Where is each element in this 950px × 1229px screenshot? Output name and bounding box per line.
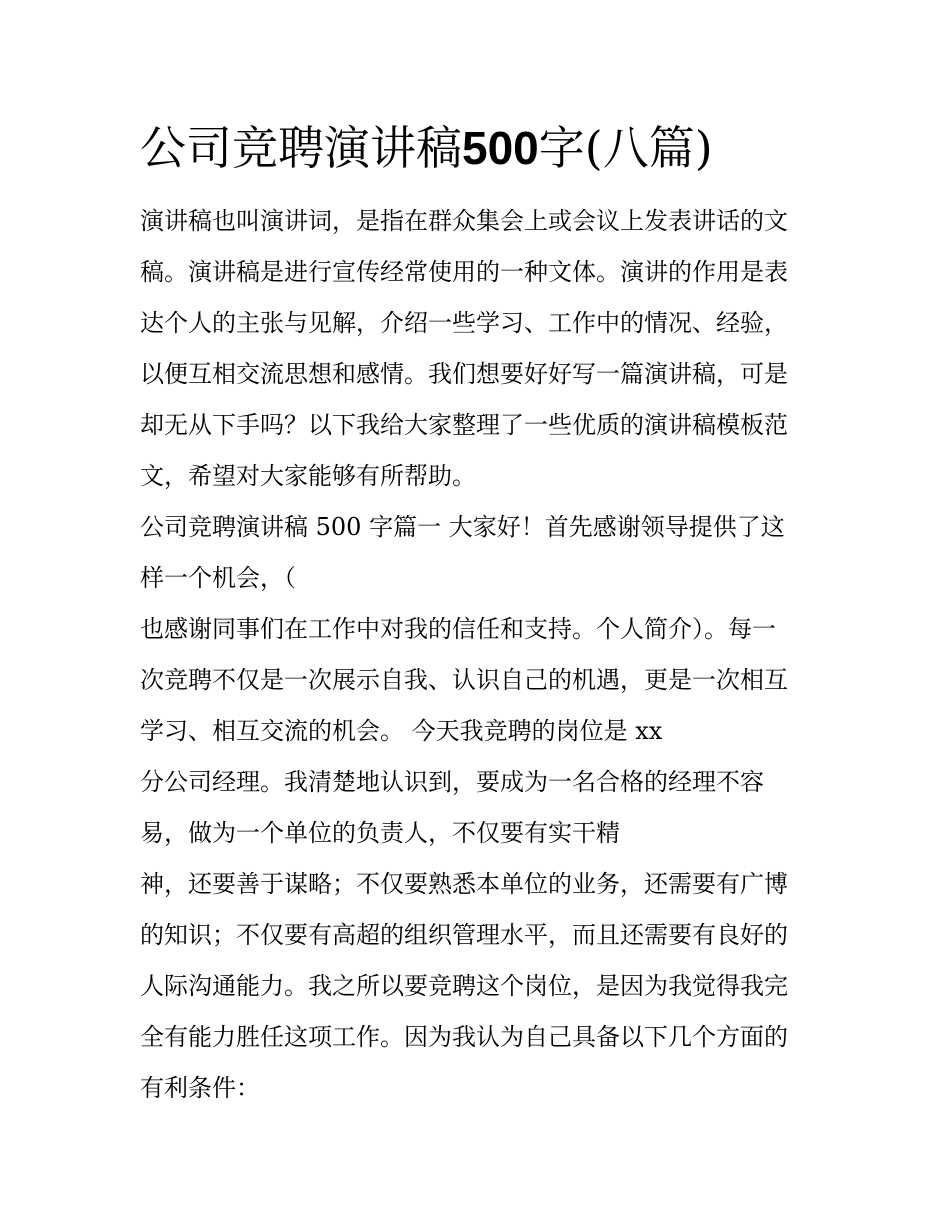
body-line-17: 全有能力胜任这项工作。因为我认为自己具备以下几个方面的	[140, 1023, 788, 1051]
body-line-4: 以便互相交流思想和感情。我们想要好好写一篇演讲稿，可是	[140, 360, 788, 388]
body-line-18: 有利条件：	[140, 1074, 260, 1102]
body-line-15: 的知识；不仅要有高超的组织管理水平，而且还需要有良好的	[140, 921, 788, 949]
body-line-3: 达个人的主张与见解，介绍一些学习、工作中的情况、经验，	[140, 309, 788, 337]
body-line-7: 公司竞聘演讲稿 500 字篇一 大家好！首先感谢领导提供了这	[140, 513, 785, 541]
body-line-11: 学习、相互交流的机会。 今天我竞聘的岗位是 xx	[140, 717, 663, 745]
body-line-8: 样一个机会，（	[140, 564, 296, 592]
body-line-6: 文，希望对大家能够有所帮助。	[140, 462, 476, 490]
body-line-5: 却无从下手吗？以下我给大家整理了一些优质的演讲稿模板范	[140, 411, 788, 439]
title-prefix: 公司竞聘演讲稿	[140, 121, 462, 175]
body-line-14: 神，还要善于谋略；不仅要熟悉本单位的业务，还需要有广博	[140, 870, 788, 898]
body-line-9: 也感谢同事们在工作中对我的信任和支持。个人简介）。每一	[140, 615, 776, 643]
title-number: 500	[462, 122, 539, 174]
body-line-1: 演讲稿也叫演讲词，是指在群众集会上或会议上发表讲话的文	[140, 207, 788, 235]
title-suffix: 字(八篇)	[538, 121, 713, 175]
body-line-13: 易，做为一个单位的负责人，不仅要有实干精	[140, 819, 620, 847]
body-line-16: 人际沟通能力。我之所以要竞聘这个岗位，是因为我觉得我完	[140, 972, 788, 1000]
body-line-10: 次竞聘不仅是一次展示自我、认识自己的机遇，更是一次相互	[140, 666, 788, 694]
document-title	[140, 118, 713, 178]
body-line-2: 稿。演讲稿是进行宣传经常使用的一种文体。演讲的作用是表	[140, 258, 788, 286]
body-line-12: 分公司经理。我清楚地认识到，要成为一名合格的经理不容	[140, 768, 764, 796]
